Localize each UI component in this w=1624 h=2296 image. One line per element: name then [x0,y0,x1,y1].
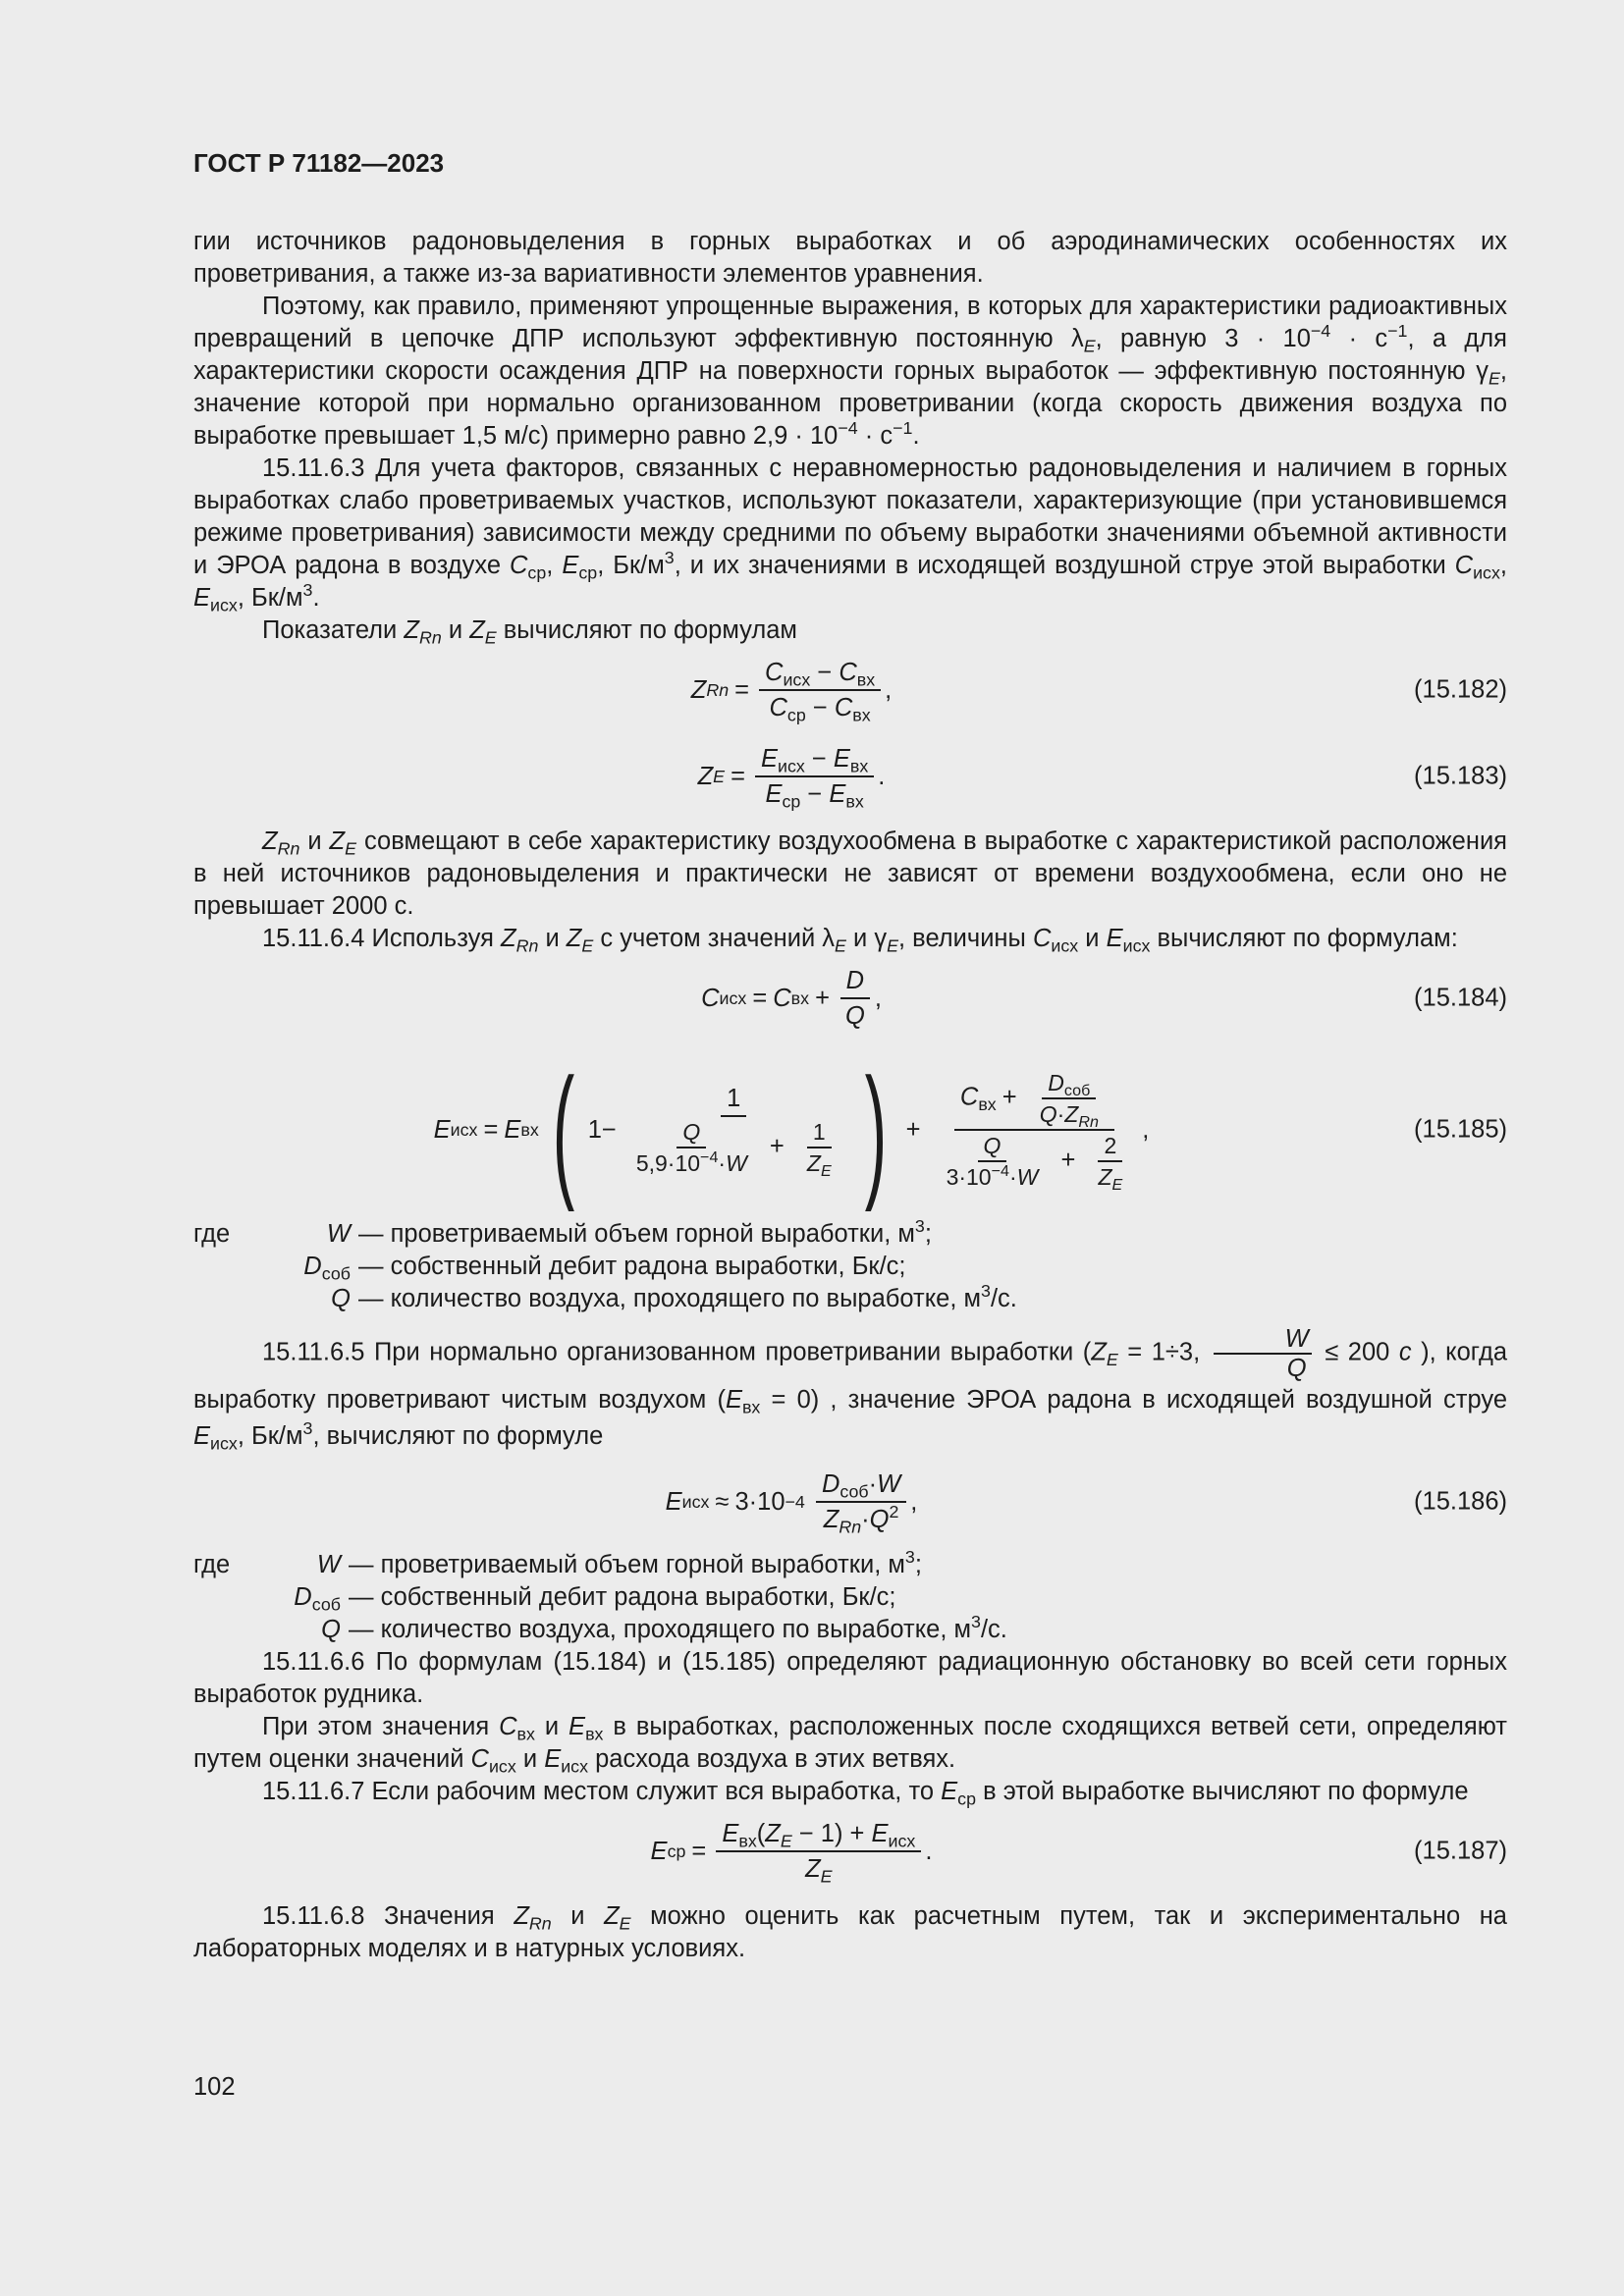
paragraph-15-11-6-4: 15.11.6.4 Используя $Z_{Rn}$ и $Z_E$ с учетом значений $\lambda_E$ и $\gamma_E$, величины $C_{исх}$ и $E_{исх}$ вычисляют по формулам: [262,925,1458,956]
definition-row: Q — количество воздуха, проходящего по выработке, $м^3/с$. [321,1612,1007,1643]
equation-15-187: E ср = $\frac{E_{вх}(Z_E - 1) + E_{исх}}{Z_E}$ . (15.187) [650,1820,1507,1887]
definitions-list-2 [193,1549,1507,1646]
definitions-list-1 [193,1218,1507,1315]
equation-15-182: Z Rn = $\frac{C_{исх} - C_{вх}}{C_{ср} - C_{вх}}$ , (15.182) [690,659,1507,725]
paragraph-15-11-6-3: 15.11.6.3 Для учета факторов, связанных с неравномерностью радоновыделения и наличием в горных выработках слабо проветриваемых участков, используют показатели, характеризующие (при установившемся режиме проветривания) зависимости между средними по объему выработки значениями объемной активности и ЭРОА радона в воздухе $C_{ср}$, $E_{ср}$, $Бк/м^3$, и их значениями в исходящей воздушной струе этой выработки $C_{исх}$, $E_{исх}$, $Бк/м^3$. [193,454,1507,615]
equation-15-183: Z E = $\frac{E_{исх} - E_{вх}}{E_{ср} - E_{вх}}$ . (15.183) [697,745,1507,812]
paragraph-simplified-expressions: Поэтому, как правило, применяют упрощенные выражения, в которых для характеристики радиоактивных превращений в цепочке ДПР используют эффективную постоянную $\lambda_E$, равную $3 \cdot 10^{-4} \cdot с^{-1}$, а для характеристики скорости осаждения ДПР на поверхности горных выработок — эффективную постоянную $\gamma_E$, значение которой при нормально организованном проветривании (когда скорость движения воздуха по выработке превышает 1,5 м/с) примерно равно $2,9 \cdot 10^{-4} \cdot с^{-1}$. [193,293,1507,450]
equation-15-184: C исх = C вх + $\frac{D}{Q}$ , (15.184) [701,967,1507,1030]
paragraph-15-11-6-7: 15.11.6.7 Если рабочим местом служит вся выработка, то $E_{ср}$ в этой выработке вычисляют по формуле [262,1778,1469,1809]
definition-row: $D_{соб}$ — собственный дебит радона выработки, Бк/с; [294,1583,896,1615]
equation-number: (15.185) [1414,1115,1507,1144]
equation-number: (15.182) [1414,675,1507,704]
document-body [193,226,1507,1965]
equation-number: (15.184) [1414,984,1507,1012]
definition-row: $D_{соб}$ — собственный дебит радона выработки, Бк/с; [303,1253,906,1284]
paragraph-15-11-6-8: 15.11.6.8 Значения $Z_{Rn}$ и $Z_E$ можно оценить как расчетным путем, так и экспериментально на лабораторных моделях и в натурных условиях. [193,1902,1507,1962]
paragraph-z-combine: $Z_{Rn}$ и $Z_E$ совмещают в себе характеристику воздухообмена в выработке с характеристикой расположения в ней источников радоновыделения и практически не зависят от времени воздухообмена, если оно не превышает 2000 с. [193,828,1507,920]
paragraph-continuation: гии источников радоновыделения в горных выработках и об аэродинамических особенностях их проветривания, а также из-за вариативности элементов уравнения. [193,228,1507,288]
paragraph-15-11-6-6: 15.11.6.6 По формулам (15.184) и (15.185) определяют радиационную обстановку во всей сети горных выработок рудника. [193,1648,1507,1708]
paragraph-15-11-6-5: 15.11.6.5 При нормально организованном проветривании выработки ($Z_E = 1\div 3$, $\frac{W}{Q}$ ≤ 200 c ), когда выработку проветривают чистым воздухом $(E_{вх} = 0)$ , значение ЭРОА радона в исходящей воздушной струе $E_{исх}$, $Бк/м^3$, вычисляют по формуле [193,1325,1508,1454]
equation-number: (15.186) [1414,1487,1507,1516]
definition-row: где W — проветриваемый объем горной выработки, $м^3$; [193,1547,922,1578]
equation-15-186: E исх ≈ 3·10 −4 $\frac{D_{соб}\cdot W}{Z_{Rn}\cdot Q^2}$ , (15.186) [665,1470,1507,1537]
equation-number: (15.183) [1414,762,1507,790]
document-header: ГОСТ Р 71182—2023 [193,148,445,178]
paragraph-indicators: Показатели $Z_{Rn}$ и $Z_E$ вычисляют по формулам [262,616,797,648]
definition-row: Q — количество воздуха, проходящего по выработке, $м^3/с$. [331,1281,1017,1312]
equation-number: (15.187) [1414,1837,1507,1865]
definition-row: где W — проветриваемый объем горной выработки, $м^3$; [193,1216,932,1248]
equation-15-185: E исх = E вх ( 1− 1 $\frac{Q}{5,9\cdot 10^{-4}\cdot W}$ + $\frac{1}{Z_E}$ ) + $C_{вх}$ + $\frac{D_{соб}}{Q\cdot Z_{Rn}}$ $\frac{Q}{3\cdot 10^{-4}\cdot W}$ + $\frac{2}{Z_E}$ , (15.185) [433,1047,1507,1212]
page-number: 102 [193,2073,236,2101]
paragraph-input-values: При этом значения $C_{вх}$ и $E_{вх}$ в выработках, расположенных после сходящихся ветвей сети, определяют путем оценки значений $C_{исх}$ и $E_{исх}$ расхода воздуха в этих ветвях. [193,1713,1507,1777]
